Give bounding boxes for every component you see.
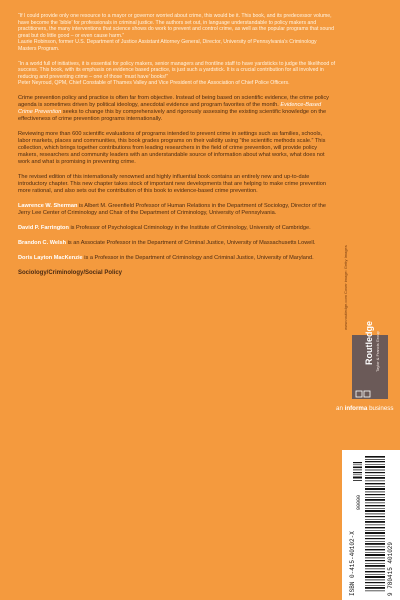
- book-title-inline: Evidence-Based Crime Prevention: [18, 101, 322, 115]
- quote-1-attribution: Laurie Robinson, former U.S. Department of Justice Assistant Attorney General, Director, University of Pennsylvania’s Criminology Masters Program.: [18, 39, 317, 52]
- author-bio-2: [18, 225, 336, 232]
- author-bio-1: [18, 203, 336, 217]
- description-p1-before: Crime prevention policy and practice is often far from objective. Instead of being based on scientific evidence, the crime policy agenda is sometimes driven by political ideology, anecdotal evidence and program favorites of the month.: [18, 94, 329, 108]
- author-name: Brandon C. Welsh: [18, 239, 67, 246]
- informa-prefix: an: [336, 405, 343, 412]
- cover-text-column: [18, 13, 336, 277]
- publisher-name: Routledge: [364, 321, 374, 365]
- website-cover-credit: www.routledge.com Cover image: Getty Images: [343, 245, 348, 330]
- author-name: David P. Farrington: [18, 224, 69, 231]
- informa-brand: informa: [344, 405, 368, 412]
- routledge-logo-icon: [354, 390, 384, 398]
- author-bio-text: is an Associate Professor in the Department of Criminal Justice, University of Massachusetts Lowell.: [67, 239, 316, 246]
- author-bio-4: [18, 255, 336, 262]
- description-paragraph-1: [18, 95, 336, 123]
- quote-2-attribution: Peter Neyroud, QPM, Chief Constable of Thames Valley and Vice President of the Association of Chief Police Officers.: [18, 80, 290, 87]
- barcode-number: 9 780415 401029: [387, 541, 394, 596]
- author-bio-text: is Professor of Psychological Criminology in the Institute of Criminology, University of Cambridge.: [70, 224, 311, 231]
- quote-1-text: “If I could provide only one resource to a mayor or governor worried about crime, this would be it. This book, and its predecessor volume, have become the ‘bible’ for professionals in criminal justice. The authors set out, in language understandable to policy makers and practitioners, the many interventions that science shows do work to prevent and control crime, as well as the popular programs that sound great but do little good – or even cause harm.”: [18, 13, 335, 39]
- endorsement-quote-1: [18, 13, 336, 53]
- author-bio-text: is Albert M. Greenfield Professor of Human Relations in the Department of Sociology, Director of the Jerry Lee Center of Criminology and Chair of the Department of Criminology, University of Pennsylvania.: [18, 202, 327, 216]
- informa-business-tag: [336, 405, 400, 412]
- endorsement-quote-2: [18, 61, 336, 87]
- author-bio-text: is a Professor in the Department of Criminology and Criminal Justice, University of Maryland.: [84, 254, 314, 261]
- description-p1-after: seeks to change this by comprehensively and rigorously assessing the existing scientific knowledge on the effectiveness of crime prevention programs internationally.: [18, 108, 327, 122]
- quote-2-text: “In a world full of initiatives, it is essential for policy makers, senior managers and frontline staff to have yardsticks to judge the likelihood of success. This book, with its emphasis on evidence based practice, is just such a yardstick. It is a crucial contribution for all involved in reducing and preventing crime – one of those ‘must have’ books!”: [18, 60, 336, 80]
- barcode-price-code: 90000: [356, 494, 362, 510]
- author-bio-3: [18, 240, 336, 247]
- author-name: Doris Layton MacKenzie: [18, 254, 83, 261]
- subject-categories: Sociology/Criminology/Social Policy: [18, 269, 123, 276]
- publisher-subtitle: Taylor & Francis Group: [375, 331, 380, 372]
- isbn-text: ISBN 0-415-40102-X: [349, 531, 356, 596]
- informa-suffix: business: [369, 405, 394, 412]
- author-name: Lawrence W. Sherman: [18, 202, 78, 209]
- description-paragraph-2: Reviewing more than 600 scientific evaluations of programs intended to prevent crime in settings such as families, schools, labor markets, places and communities, this book grades programs on their validity using “the scientific methods scale.” This collection, which brings together contributions from leading researchers in the field of crime prevention, will provide policy makers, researchers and community leaders with an understandable source of information about what works, what does not work and what is promising in preventing crime.: [18, 130, 326, 165]
- description-paragraph-3: The revised edition of this internationally renowned and highly influential book contains an entirely new and up-to-date introductory chapter. This new chapter takes stock of important new developments that are helping to make crime prevention more rational, and also sets out the contribution of this book to evidence-based crime prevention.: [18, 173, 327, 194]
